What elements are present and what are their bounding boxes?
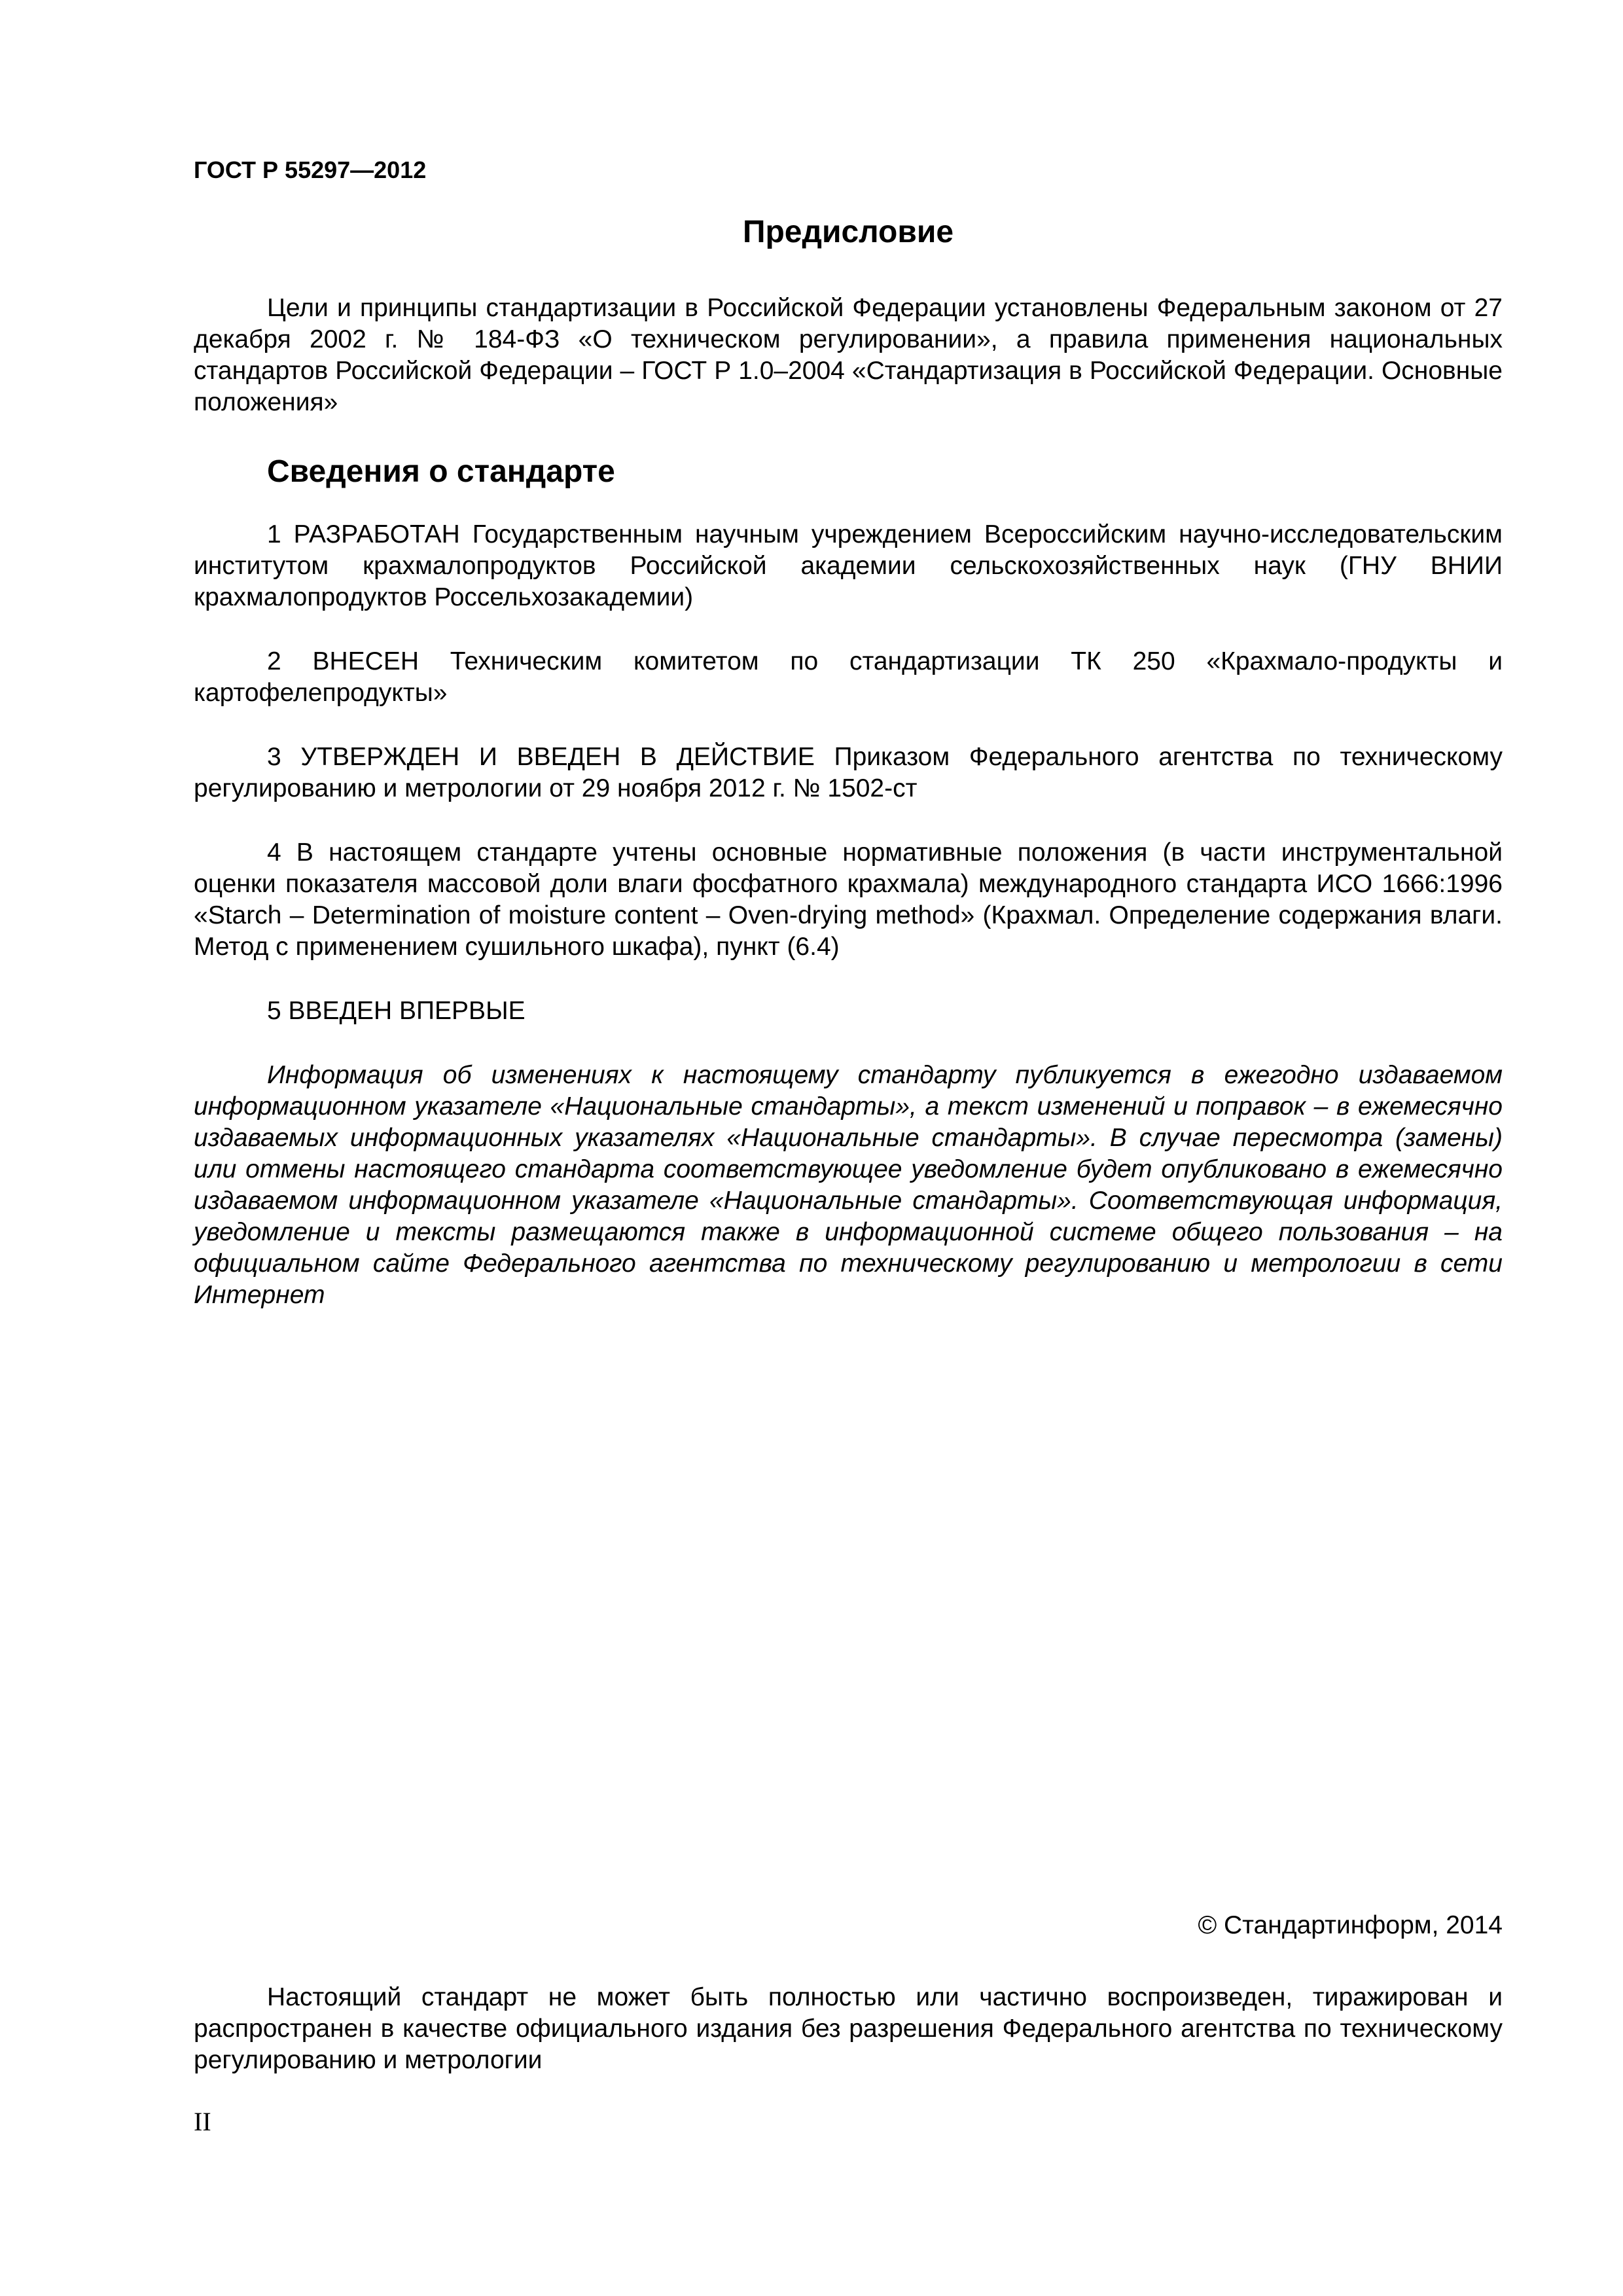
page-number: II	[194, 2107, 211, 2136]
standard-info-title: Сведения о стандарте	[267, 454, 615, 489]
document-body	[194, 213, 1503, 1311]
foreword-title: Предисловие	[742, 215, 954, 249]
info-item-introduced: 2 ВНЕСЕН Техническим комитетом по стандартизации ТК 250 «Крахмало-продукты и картофелепродукты»	[194, 647, 1503, 707]
reproduction-notice: Настоящий стандарт не может быть полностью или частично воспроизведен, тиражирован и распространен в качестве официального издания без разрешения Федерального агентства по техническому регулированию и метрологии	[194, 1983, 1503, 2074]
info-item-iso-reference: 4 В настоящем стандарте учтены основные нормативные положения (в части инструментальной оценки показателя массовой доли влаги фосфатного крахмала) международного стандарта ИСО 1666:1996 «Starch – Determination of moisture content – Oven-drying method» (Крахмал. Определение содержания влаги. Метод с применением сушильного шкафа), пункт (6.4)	[194, 838, 1503, 961]
copyright-line: © Стандартинформ, 2014	[1198, 1911, 1503, 1939]
info-item-first-introduced: 5 ВВЕДЕН ВПЕРВЫЕ	[267, 997, 526, 1025]
foreword-text: Цели и принципы стандартизации в Российской Федерации установлены Федеральным законом от 27 декабря 2002 г. № 184-ФЗ «О техническом регулировании», а правила применения национальных стандартов Российской Федерации – ГОСТ Р 1.0–2004 «Стандартизация в Российской Федерации. Основные положения»	[194, 294, 1503, 416]
info-item-approved: 3 УТВЕРЖДЕН И ВВЕДЕН В ДЕЙСТВИЕ Приказом Федерального агентства по техническому регулированию и метрологии от 29 ноября 2012 г. № 1502-ст	[194, 743, 1503, 802]
info-item-developed: 1 РАЗРАБОТАН Государственным научным учреждением Всероссийским научно-исследовательским институтом крахмалопродуктов Российской академии сельскохозяйственных наук (ГНУ ВНИИ крахмалопродуктов Россельхозакадемии)	[194, 520, 1503, 611]
changes-info-note: Информация об изменениях к настоящему стандарту публикуется в ежегодно издаваемом информационном указателе «Национальные стандарты», а текст изменений и поправок – в ежемесячно издаваемых информационных указателях «Национальные стандарты». В случае пересмотра (замены) или отмены настоящего стандарта соответствующее уведомление будет опубликовано в ежемесячно издаваемом информационном указателе «Национальные стандарты». Соответствующая информация, уведомление и тексты размещаются также в информационной системе общего пользования – на официальном сайте Федерального агентства по техническому регулированию и метрологии в сети Интернет	[194, 1061, 1503, 1309]
standard-code: ГОСТ Р 55297—2012	[194, 156, 427, 183]
